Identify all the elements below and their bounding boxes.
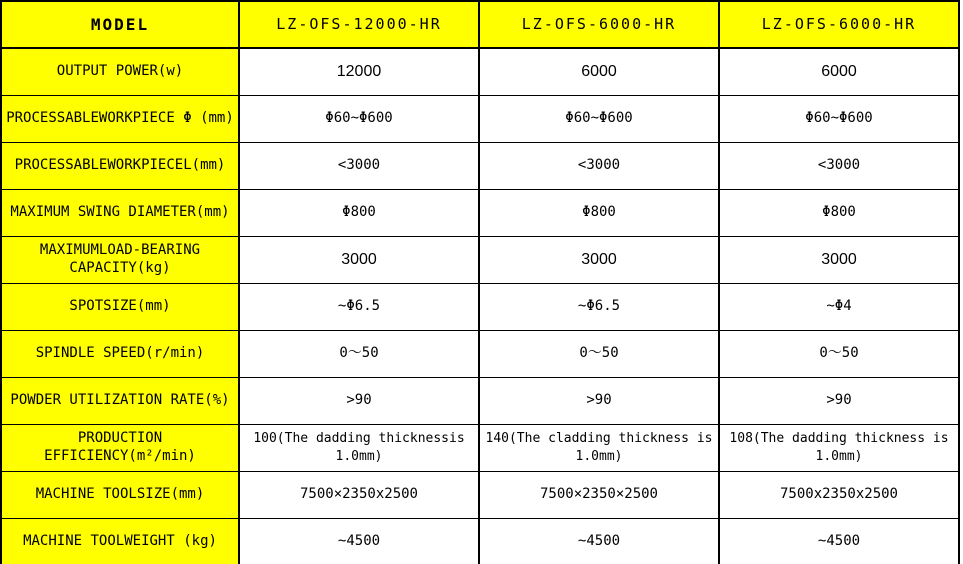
model-header-cell: MODEL [1,1,239,48]
row-label: SPOTSIZE(mm) [1,283,239,330]
spec-value-cell: <3000 [479,142,719,189]
table-row [1,142,959,189]
spec-value-cell: 6000 [719,48,959,95]
column-header-model-2: LZ-OFS-6000-HR [479,1,719,48]
spec-value-cell: 0～50 [479,330,719,377]
table-row [1,48,959,95]
spec-value-cell: 6000 [479,48,719,95]
table-row [1,330,959,377]
spec-value-cell: 7500×2350x2500 [239,471,479,518]
spec-value-cell: Φ800 [479,189,719,236]
spec-value-cell: 7500×2350×2500 [479,471,719,518]
spec-value-cell: >90 [479,377,719,424]
row-label: MACHINE TOOLWEIGHT (kg) [1,518,239,564]
row-label: POWDER UTILIZATION RATE(%) [1,377,239,424]
spec-value-cell: 0～50 [719,330,959,377]
table-row [1,518,959,564]
row-label: SPINDLE SPEED(r/min) [1,330,239,377]
spec-value-cell: >90 [719,377,959,424]
spec-value-cell: ~4500 [719,518,959,564]
column-header-model-3: LZ-OFS-6000-HR [719,1,959,48]
spec-value-cell: ~Φ4 [719,283,959,330]
spec-value-cell: 140(The cladding thickness is 1.0mm) [479,424,719,471]
table-row [1,189,959,236]
spec-value-cell: 0～50 [239,330,479,377]
spec-value-cell: 7500x2350x2500 [719,471,959,518]
spec-value-cell: Φ60~Φ600 [719,95,959,142]
spec-value-cell: ~4500 [239,518,479,564]
row-label: MACHINE TOOLSIZE(mm) [1,471,239,518]
spec-value-cell: ~Φ6.5 [239,283,479,330]
table-row [1,377,959,424]
spec-value-cell: >90 [239,377,479,424]
spec-value-cell: 3000 [719,236,959,283]
column-header-model-1: LZ-OFS-12000-HR [239,1,479,48]
spec-value-cell: Φ800 [239,189,479,236]
spec-value-cell: 100(The dadding thicknessis 1.0mm) [239,424,479,471]
spec-value-cell: 3000 [479,236,719,283]
table-row [1,283,959,330]
spec-value-cell: 108(The dadding thickness is 1.0mm) [719,424,959,471]
row-label: OUTPUT POWER(w) [1,48,239,95]
spec-value-cell: 3000 [239,236,479,283]
spec-value-cell: 12000 [239,48,479,95]
table-row [1,424,959,471]
row-label: MAXIMUM SWING DIAMETER(mm) [1,189,239,236]
row-label: PROCESSABLEWORKPIECE Φ (mm) [1,95,239,142]
table-row [1,95,959,142]
spec-value-cell: Φ60~Φ600 [239,95,479,142]
spec-value-cell: Φ60~Φ600 [479,95,719,142]
row-label: PROCESSABLEWORKPIECEL(mm) [1,142,239,189]
spec-value-cell: <3000 [239,142,479,189]
table-row [1,471,959,518]
spec-value-cell: Φ800 [719,189,959,236]
table-header-row [1,1,959,48]
table-body [1,48,959,564]
row-label: MAXIMUMLOAD-BEARING CAPACITY(kg) [1,236,239,283]
spec-value-cell: <3000 [719,142,959,189]
table-row [1,236,959,283]
row-label: PRODUCTION EFFICIENCY(m²/min) [1,424,239,471]
spec-value-cell: ~Φ6.5 [479,283,719,330]
spec-value-cell: ~4500 [479,518,719,564]
